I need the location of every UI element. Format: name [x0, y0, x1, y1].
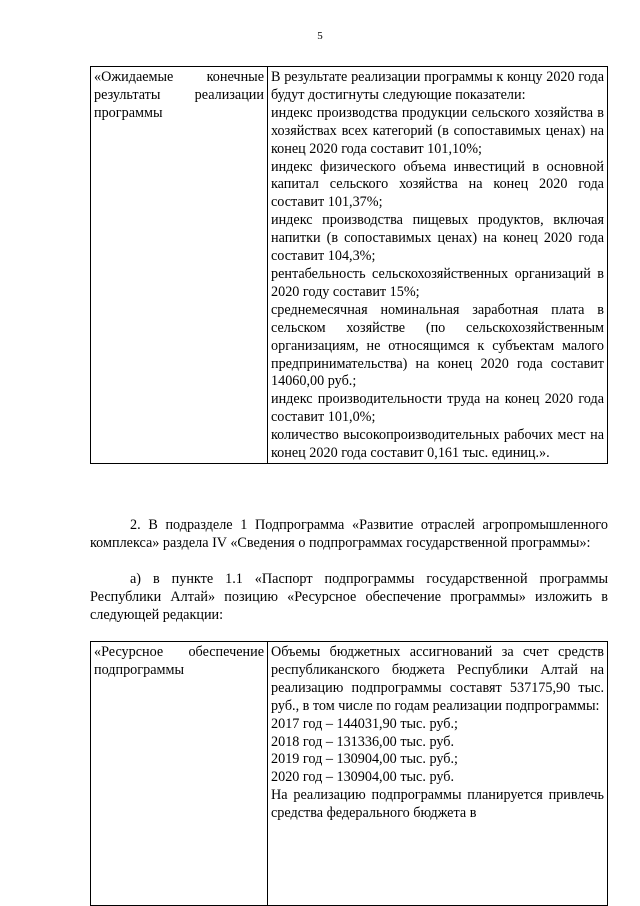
table-cell-line: 2018 год – 131336,00 тыс. руб. [271, 733, 455, 750]
table-cell-line: индекс производительности труда на конец 2020 года составит 101,0%; [271, 391, 604, 426]
table-cell-line: Объемы бюджетных ассигнований за счет средств республиканского бюджета Республики Алтай на реализацию подпрограммы составят 537175,90 тыс. руб., в том числе по годам реализации подпрограммы: [271, 644, 604, 714]
table-cell-line: 2019 год – 130904,00 тыс. руб.; [271, 751, 458, 768]
paragraph-amendment-2a: а) в пункте 1.1 «Паспорт подпрограммы государственной программы Республики Алтай» позицию «Ресурсное обеспечение программы» изложить в следующей редакции: [90, 571, 608, 623]
table-cell-line: На реализацию подпрограммы планируется привлечь средства федерального бюджета в [271, 787, 604, 822]
table-cell-line: рентабельность сельскохозяйственных организаций в 2020 году составит 15%; [271, 265, 604, 300]
resource-provision-content [268, 642, 608, 906]
resource-provision-label: «Ресурсное обеспечение подпрограммы [91, 642, 268, 906]
expected-results-label: «Ожидаемые конечные результаты реализации программы [91, 67, 268, 464]
table-cell-line: индекс физического объема инвестиций в основной капитал сельского хозяйства на конец 2020 года составит 101,37%; [271, 158, 604, 211]
table-cell-line: среднемесячная номинальная заработная плата в сельском хозяйстве (по сельскохозяйственным организациям, не относящимся к субъектам малого предпринимательства) на конец 2020 года составит 14060,00 руб.; [271, 301, 604, 390]
page-number: 5 [317, 30, 323, 42]
paragraph-amendment-2: 2. В подразделе 1 Подпрограмма «Развитие отраслей агропромышленного комплекса» раздела IV «Сведения о подпрограммах государственной программы»: [90, 517, 608, 551]
table-cell-line: количество высокопроизводительных рабочих мест на конец 2020 года составит 0,161 тыс. единиц.». [271, 427, 604, 462]
expected-results-table [90, 66, 608, 464]
expected-results-content [268, 67, 608, 464]
table-cell-line: 2020 год – 130904,00 тыс. руб. [271, 769, 455, 786]
table-row [91, 642, 608, 906]
table-row [91, 67, 608, 464]
table-cell-line: индекс производства продукции сельского хозяйства в хозяйствах всех категорий (в сопоставимых ценах) на конец 2020 года составит 101,10%; [271, 104, 604, 157]
table-cell-line: индекс производства пищевых продуктов, включая напитки (в сопоставимых ценах) на конец 2020 года составит 104,3%; [271, 212, 604, 265]
resource-provision-table [90, 641, 608, 906]
table-cell-line: В результате реализации программы к концу 2020 года будут достигнуты следующие показатели: [271, 69, 604, 103]
table-cell-line: 2017 год – 144031,90 тыс. руб.; [271, 715, 458, 732]
